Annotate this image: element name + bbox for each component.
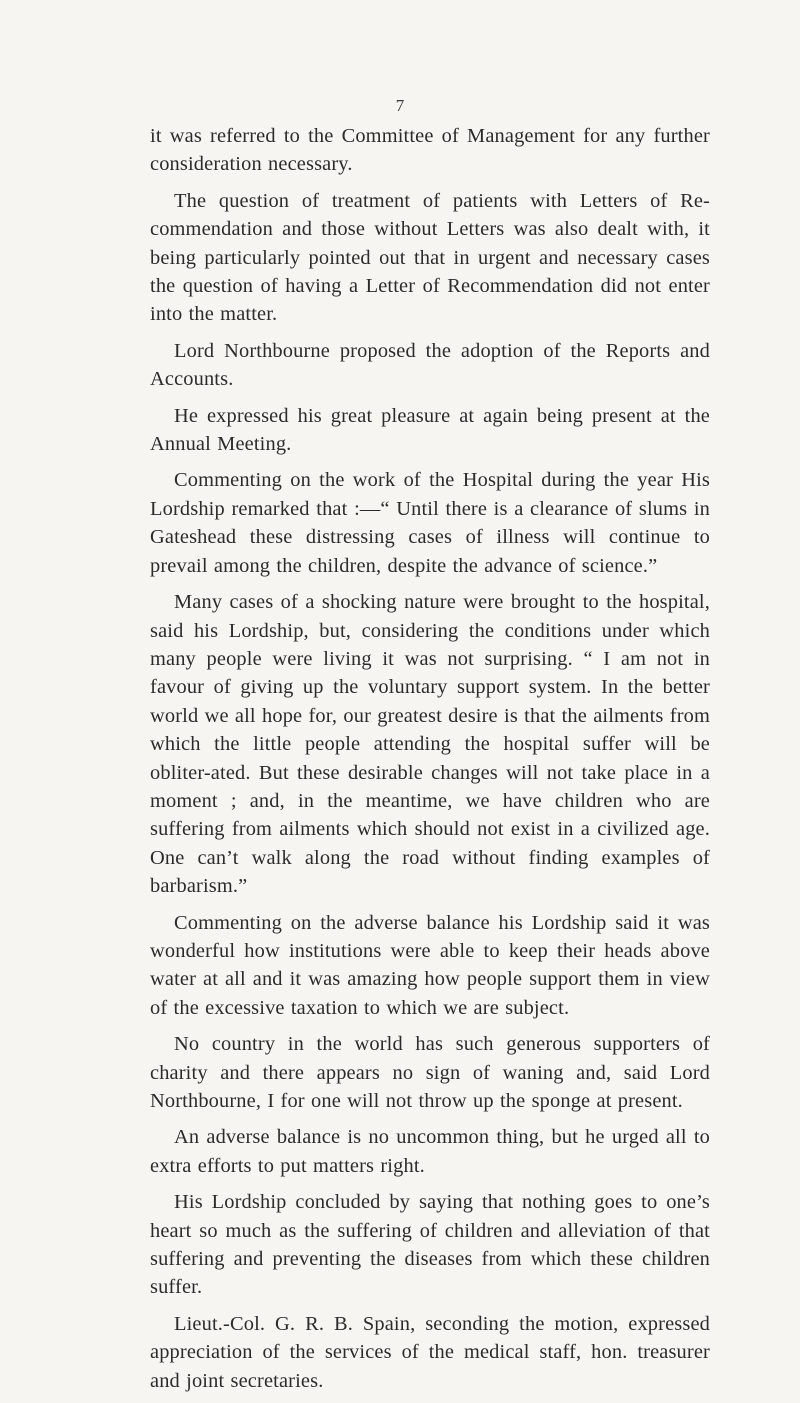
paragraph-letters-of-recommendation: The question of treatment of patients with Letters of Re-commendation and those without Letters was also dealt with, it being particularly pointed out that in urgent and necessary cases the question of having a Letter of Recommendation did not enter into the matter. xyxy=(150,189,710,326)
paragraph-extra-efforts: An adverse balance is no uncommon thing, but he urged all to extra efforts to put matters right. xyxy=(150,1126,710,1177)
paragraph-slums-remark: Commenting on the work of the Hospital during the year His Lordship remarked that :—“ Until there is a clearance of slums in Gateshead these distressing cases of illness will continue to prevail among the children, despite the advance of science.” xyxy=(150,469,710,577)
paragraph-shocking-cases: Many cases of a shocking nature were brought to the hospital, said his Lordship, but, considering the conditions under which many people were living it was not surprising. “ I am not in favour of giving up the voluntary support system. In the better world we all hope for, our greatest desire is that the ailments from which the little people attending the hospital suffer will be obliter-ated. But these desirable changes will not take place in a moment ; and, in the meantime, we have children who are suffering from ailments which should not exist in a civilized age. One can’t walk along the road without finding examples of barbarism.” xyxy=(150,591,710,898)
paragraph-generous-supporters: No country in the world has such generous supporters of charity and there appears no sign of waning and, said Lord Northbourne, I for one will not throw up the sponge at present. xyxy=(150,1033,710,1112)
paragraph-continuation: it was referred to the Committee of Management for any further consideration necessary. xyxy=(150,125,710,176)
paragraph-conclusion: His Lordship concluded by saying that nothing goes to one’s heart so much as the suffering of children and alleviation of that suffering and preventing the diseases from which these children suffer. xyxy=(150,1191,710,1299)
document-body xyxy=(150,122,710,1403)
paragraph-seconding-motion: Lieut.-Col. G. R. B. Spain, seconding the motion, expressed appreciation of the services of the medical staff, hon. treasurer and joint secretaries. xyxy=(150,1312,710,1392)
paragraph-adoption-proposal: Lord Northbourne proposed the adoption of the Reports and Accounts. xyxy=(150,339,710,391)
page-number: 7 xyxy=(395,96,405,115)
paragraph-adverse-balance: Commenting on the adverse balance his Lordship said it was wonderful how institutions were able to keep their heads above water at all and it was amazing how people support them in view of the excessive taxation to which we are subject. xyxy=(150,911,710,1019)
paragraph-pleasure-expressed: He expressed his great pleasure at again being present at the Annual Meeting. xyxy=(150,404,710,456)
